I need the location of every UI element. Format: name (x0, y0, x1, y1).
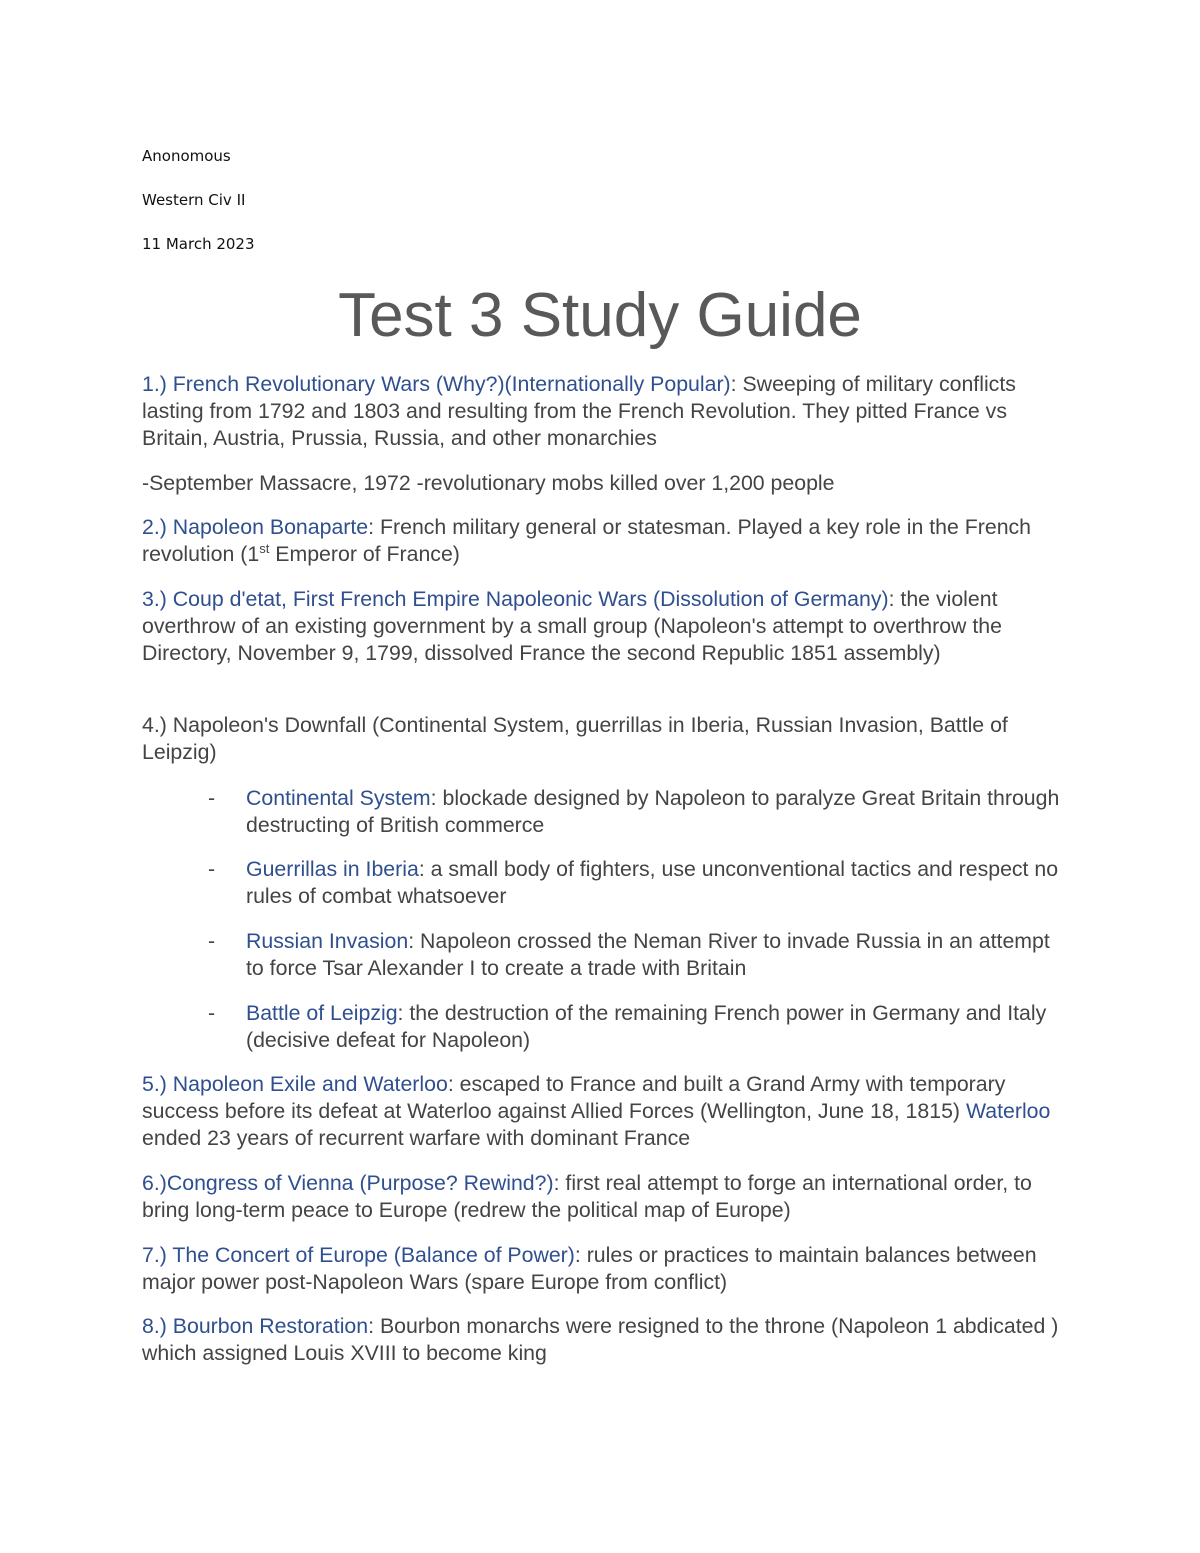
document-date: 11 March 2023 (142, 235, 255, 253)
study-term: 6.)Congress of Vienna (Purpose? Rewind?) (142, 1171, 554, 1195)
sub-bullet-leipzig (208, 1000, 1068, 1054)
ordinal-suffix: st (259, 541, 270, 556)
study-item-6 (142, 1170, 1062, 1224)
bullet-term: Continental System (246, 786, 431, 810)
study-item-8 (142, 1313, 1062, 1367)
sub-bullet-russian-invasion (208, 928, 1068, 982)
study-term: 3.) Coup d'etat, First French Empire Napoleonic Wars (Dissolution of Germany) (142, 587, 889, 611)
bullet-definition: : blockade designed by Napoleon to paralyze Great Britain through destructing of British commerce (246, 786, 1060, 837)
course-name: Western Civ II (142, 191, 246, 209)
study-item-4 (142, 712, 1062, 766)
study-definition: : rules or practices to maintain balances between major power post-Napoleon Wars (spare Europe from conflict) (142, 1243, 1037, 1294)
study-definition: : escaped to France and built a Grand Army with temporary success before its defeat at Waterloo against Allied Forces (Wellington, June 18, 1815) (142, 1072, 1006, 1123)
study-note (142, 470, 1062, 497)
bullet-term: Battle of Leipzig (246, 1001, 398, 1025)
study-item-2: 2.) Napoleon Bonaparte: French military general or statesman. Played a key role in the French revolution (1st Emperor of France) (142, 515, 1032, 566)
author-name: Anonomous (142, 147, 231, 165)
sub-bullet-guerrillas (208, 856, 1068, 910)
study-definition: -September Massacre, 1972 -revolutionary mobs killed over 1,200 people (142, 471, 835, 495)
study-definition: the violent overthrow of an existing government by a small group (Napoleon's attempt to overthrow the Directory, November 9, 1799, dissolved France the second Republic 1851 assembly) (142, 587, 1002, 665)
study-term: 7.) The Concert of Europe (Balance of Power) (142, 1243, 575, 1267)
study-definition: Sweeping of military conflicts lasting from 1792 and 1803 and resulting from the French Revolution. They pitted France vs Britain, Austria, Prussia, Russia, and other monarchies (142, 372, 1016, 450)
study-term-inline: Waterloo (965, 1099, 1051, 1123)
study-item-5: 5.) Napoleon Exile and Waterloo: escaped to France and built a Grand Army with temporary success before its defeat at Waterloo against Allied Forces (Wellington, June 18, 1815) Waterloo ended 23 years of recurrent warfare with dominant France (142, 1072, 1051, 1150)
study-item-7 (142, 1242, 1062, 1296)
dash-marker: - (208, 1001, 216, 1025)
dash-marker: - (208, 786, 216, 810)
bullet-definition: : a small body of fighters, use unconventional tactics and respect no rules of combat whatsoever (246, 857, 1059, 908)
bullet-definition: : the destruction of the remaining French power in Germany and Italy (decisive defeat for Napoleon) (246, 1001, 1047, 1052)
study-definition: : Bourbon monarchs were resigned to the throne (Napoleon 1 abdicated ) which assigned Louis XVIII to become king (142, 1314, 1059, 1365)
study-definition: French military general or statesman. Played a key role in the French revolution (1 (142, 515, 1032, 566)
page-title: Test 3 Study Guide (338, 281, 862, 350)
bullet-term: Russian Invasion (246, 929, 409, 953)
bullet-definition: : Napoleon crossed the Neman River to invade Russia in an attempt to force Tsar Alexander I to create a trade with Britain (246, 929, 1050, 980)
bullet-term: Guerrillas in Iberia (246, 857, 419, 881)
dash-marker: - (208, 929, 216, 953)
study-item-1: 1.) French Revolutionary Wars (Why?)(Internationally Popular): Sweeping of military conflicts lasting from 1792 and 1803 and resulting from the French Revolution. They pitted France vs Britain, Austria, Prussia, Russia, and other monarchies (142, 372, 1016, 450)
study-item-3: 3.) Coup d'etat, First French Empire Napoleonic Wars (Dissolution of Germany): the violent overthrow of an existing government by a small group (Napoleon's attempt to overthrow the Directory, November 9, 1799, dissolved France the second Republic 1851 assembly) (142, 587, 1002, 665)
study-term: 8.) Bourbon Restoration (142, 1314, 369, 1338)
study-definition: 4.) Napoleon's Downfall (Continental System, guerrillas in Iberia, Russian Invasion, Battle of Leipzig) (142, 713, 1008, 764)
study-term: 2.) Napoleon Bonaparte (142, 515, 369, 539)
study-term: 5.) Napoleon Exile and Waterloo (142, 1072, 448, 1096)
dash-marker: - (208, 857, 216, 881)
study-definition: : first real attempt to forge an international order, to bring long-term peace to Europe (redrew the political map of Europe) (142, 1171, 1032, 1222)
study-term: 1.) French Revolutionary Wars (Why?)(Internationally Popular) (142, 372, 731, 396)
sub-bullet-continental-system (208, 785, 1068, 839)
